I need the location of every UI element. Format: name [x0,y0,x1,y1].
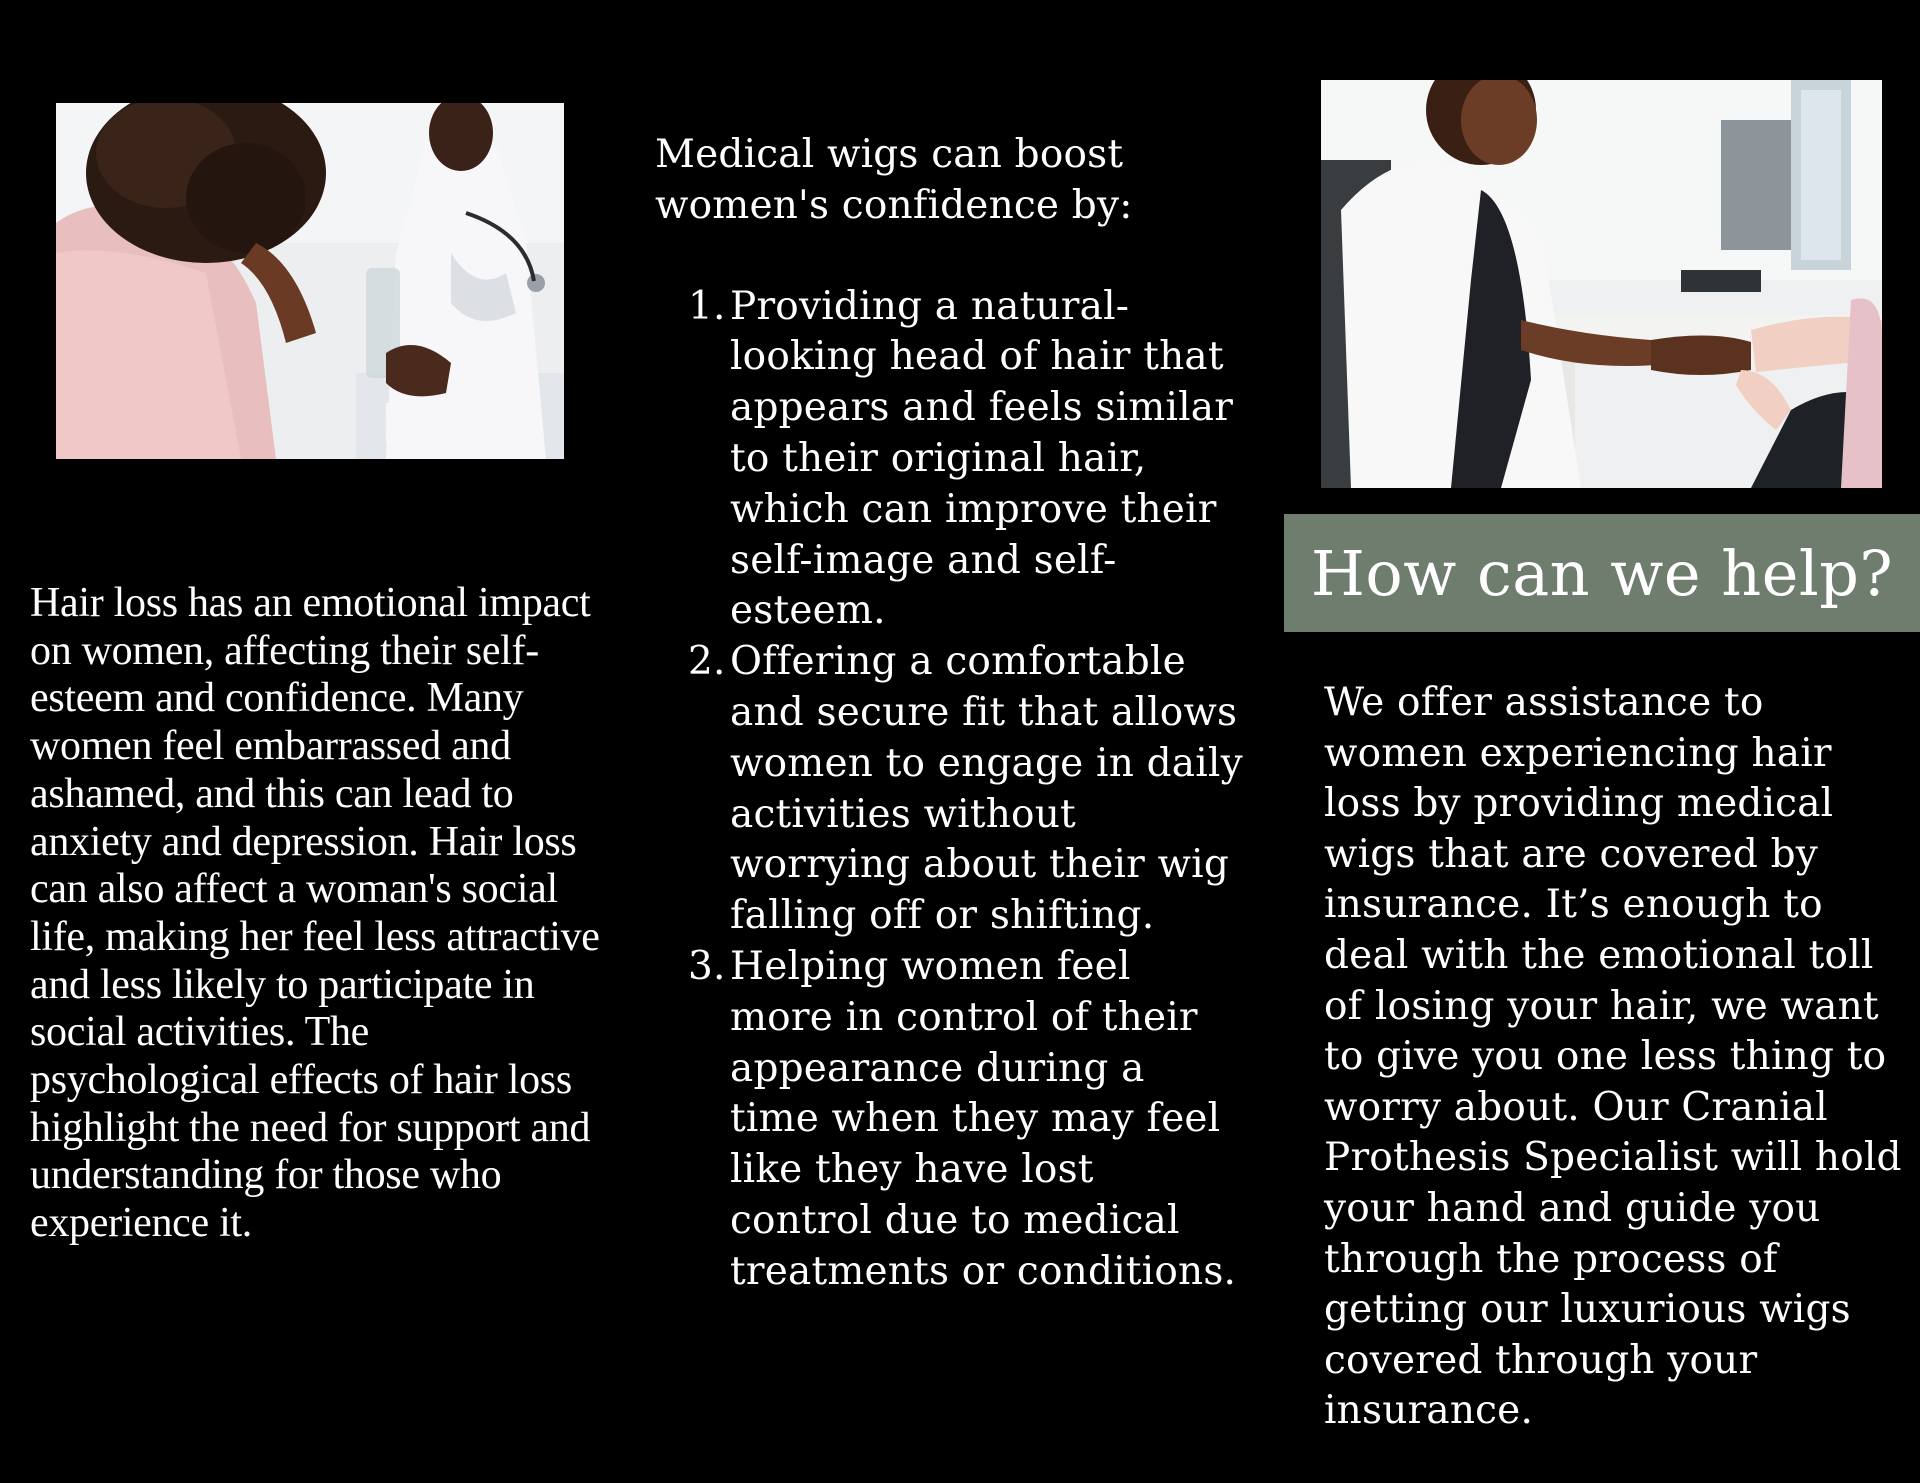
doctor-patient-photo [1321,80,1882,488]
list-item [688,942,1245,1298]
list-item-number: 3. [688,943,726,989]
benefits-intro: Medical wigs can boost women's confidence by: [655,132,1133,228]
list-item-text: Providing a natural-looking head of hair that appears and feels similar to their original hair, which can improve their self-image and self-esteem. [730,283,1234,634]
benefits-column [655,130,1245,1298]
list-item-number: 2. [688,639,726,685]
doctor-patient-photo-illustration [1321,80,1882,488]
list-item-number: 1. [688,283,726,329]
help-heading: How can we help? [1310,536,1894,610]
benefits-list [655,282,1245,1298]
help-banner [1284,514,1920,632]
list-item [688,637,1245,942]
hair-loss-impact-paragraph: Hair loss has an emotional impact on women, affecting their self-esteem and confidence. Many women feel embarrassed and ashamed, and this can lead to anxiety and depression. Hair loss can also affect a woman's social life, making her feel less attractive and less likely to participate in social activities. The psychological effects of hair loss highlight the need for support and understanding for those who experience it. [30,580,600,1247]
list-item-text: Helping women feel more in control of their appearance during a time when they may feel like they have lost control due to medical treatments or conditions. [730,943,1237,1294]
assistance-paragraph: We offer assistance to women experiencing hair loss by providing medical wigs that are covered by insurance. It’s enough to deal with the emotional toll of losing your hair, we want to give you one less thing to worry about. Our Cranial Prothesis Specialist will hold your hand and guide you through the process of getting our luxurious wigs covered through your insurance. [1324,680,1902,1434]
list-item-text: Offering a comfortable and secure fit that allows women to engage in daily activities without worrying about their wig falling off or shifting. [730,639,1243,939]
consultation-photo [56,103,564,459]
consultation-photo-illustration [56,103,564,459]
list-item [688,282,1245,638]
